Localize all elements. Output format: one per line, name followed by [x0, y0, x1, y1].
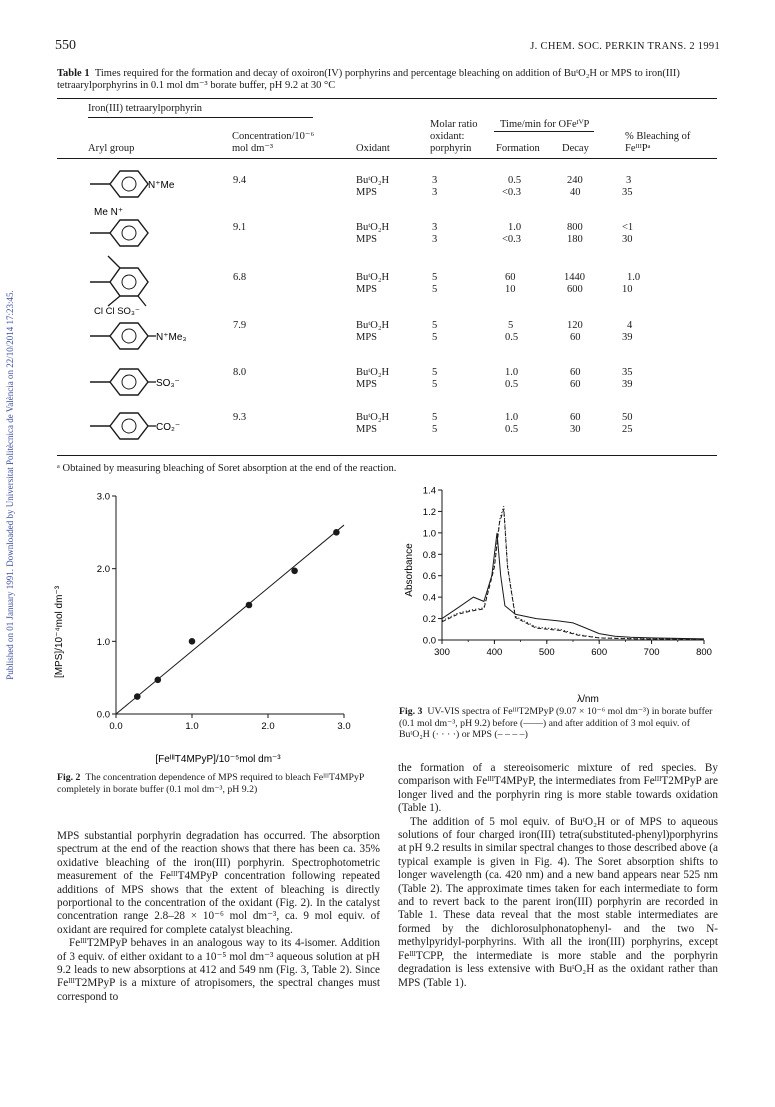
fig3-axes — [442, 490, 704, 640]
cell-decay-2: 30 — [570, 424, 581, 435]
table-header-rule — [57, 158, 717, 159]
table-footnote: ᵃ Obtained by measuring bleaching of Soret absorption at the end of the reaction. — [57, 463, 397, 474]
fig3-y-tick-label: 0.4 — [422, 592, 436, 604]
cell-oxidant-1: BuᵗO₂H — [356, 222, 390, 233]
fig3-x-tick-label: 600 — [591, 647, 608, 658]
cell-formation-2: 10 — [505, 284, 516, 295]
fig2-x-tick-label: 2.0 — [261, 721, 275, 732]
body-paragraph: FeᴵᴵᴵT2MPyP behaves in an analogous way to its 4-isomer. Addition of 3 equiv. of either oxidant to a 10⁻⁵ mol dm⁻³ aqueous solution at pH 9.2 leads to new absorptions at 412 and 549 nm (Fig. 3, Table 2). Since FeᴵᴵᴵT2MPyP is a mixture of atropisomers, the spectral changes must correspond to — [57, 937, 380, 1003]
cell-oxidant-2: MPS — [356, 234, 378, 245]
cell-bleaching-1: <1 — [622, 222, 634, 233]
header-formation: Formation — [496, 143, 540, 154]
fig3-y-tick-label: 1.4 — [422, 485, 436, 497]
download-watermark-text: Published on 01 January 1991. Downloaded by Universitat Politècnica de València on 22/10/2014 17:23:45. — [5, 290, 15, 680]
structure-label: CO₂⁻ — [156, 422, 181, 433]
cell-formation-1: 1.0 — [508, 222, 522, 233]
fig3-y-tick-label: 0.2 — [422, 614, 436, 626]
cell-bleaching-2: 39 — [622, 332, 633, 343]
cell-formation-2: 0.5 — [505, 424, 519, 435]
fig3-x-tick-label: 700 — [643, 647, 660, 658]
fig3-chart — [398, 480, 743, 705]
body-paragraph: The addition of 5 mol equiv. of BuᵗO₂H or of MPS to aqueous solutions of four charged iron(III) tetra(substituted-phenyl)porphyrins at pH 9.2 results in similar spectral changes to those described above (a typical example is given in Fig. 4). The Soret absorption shifts to longer wavelength (ca. 420 nm) and a new band appears near 525 nm (Table 2). The approximate times taken for each intermediate to form and to revert back to the parent iron(III) porphyrin are recorded in Table 1. These data reveal that the most stable intermediates are formed by the dichlorosulphonatophenyl- and the two N-methylpyridyl-porphyrins. With all the iron(III) porphyrins, except FeᴵᴵᴵTCPP, the intermediate is more stable and the porphyrin degradation is less extensive with BuᵗO₂H as the oxidant rather than MPS (Table 1). — [398, 815, 718, 989]
cell-oxidant-2: MPS — [356, 284, 378, 295]
cell-formation-1: 60 — [505, 272, 516, 283]
fig3-ticks — [423, 486, 712, 659]
cell-bleaching-1: 50 — [622, 412, 633, 423]
cell-bleaching-2: 39 — [622, 379, 633, 390]
fig2-data-point — [246, 602, 253, 609]
cell-formation-2: 0.5 — [505, 332, 519, 343]
fig3-x-tick-label: 500 — [538, 647, 555, 658]
cell-decay-2: 600 — [567, 284, 583, 295]
structure-label: SO₃⁻ — [156, 378, 180, 389]
structure-dichlorosulphonatophenyl — [88, 250, 208, 316]
cell-oxidant-2: MPS — [356, 424, 378, 435]
fig2-y-tick-label: 0.0 — [96, 709, 110, 721]
fig3-y-tick-label: 1.0 — [422, 528, 436, 540]
fig2-caption — [57, 772, 367, 795]
fig2-data-point — [291, 568, 298, 575]
body-left-column — [57, 830, 380, 1004]
cell-oxidant-1: BuᵗO₂H — [356, 412, 390, 423]
fig3-y-tick-label: 0.8 — [422, 549, 436, 561]
cell-ratio-2: 3 — [432, 234, 438, 245]
cell-ratio-1: 3 — [432, 222, 438, 233]
cell-bleaching-2: 35 — [622, 187, 633, 198]
cell-oxidant-1: BuᵗO₂H — [356, 367, 390, 378]
table-super-header-rule — [88, 117, 313, 118]
cell-concentration: 7.9 — [233, 320, 247, 331]
cell-ratio-1: 5 — [432, 320, 438, 331]
cell-decay-2: 60 — [570, 332, 581, 343]
body-paragraph: the formation of a stereoisomeric mixture of red species. By comparison with FeᴵᴵᴵT4MPyP, the intermediates from FeᴵᴵᴵT2MPyP are longer lived and the porphyrin ring is more stable towards oxidation (Table 1). — [398, 762, 718, 815]
fig2-data-point — [333, 529, 340, 536]
cell-bleaching-2: 25 — [622, 424, 633, 435]
cell-concentration: 9.3 — [233, 412, 247, 423]
cell-oxidant-1: BuᵗO₂H — [356, 320, 390, 331]
fig3-series-dotted — [442, 506, 704, 639]
download-watermark — [3, 205, 17, 765]
cell-bleaching-1: 35 — [622, 367, 633, 378]
header-concentration: Concentration/10⁻⁶ mol dm⁻³ — [232, 131, 315, 154]
cell-formation-2: <0.3 — [502, 187, 522, 198]
table-caption — [57, 68, 722, 92]
cell-ratio-1: 5 — [432, 367, 438, 378]
structure-sulphonatophenyl — [88, 364, 208, 400]
cell-decay-1: 60 — [570, 367, 581, 378]
cell-oxidant-2: MPS — [356, 379, 378, 390]
cell-decay-1: 800 — [567, 222, 583, 233]
table-top-rule — [57, 98, 717, 99]
cell-decay-2: 40 — [570, 187, 581, 198]
table-label: Table 1 — [57, 68, 90, 79]
fig2-x-tick-label: 1.0 — [185, 721, 199, 732]
fig2-data-point — [134, 693, 141, 700]
fig2-y-tick-label: 3.0 — [96, 491, 110, 503]
cell-oxidant-1: BuᵗO₂H — [356, 175, 390, 186]
cell-formation-1: 0.5 — [508, 175, 522, 186]
cell-oxidant-2: MPS — [356, 187, 378, 198]
cell-ratio-2: 3 — [432, 187, 438, 198]
cell-formation-2: 0.5 — [505, 379, 519, 390]
cell-bleaching-2: 10 — [622, 284, 633, 295]
structure-n-methylpyridyl-4 — [88, 164, 208, 204]
cell-ratio-1: 3 — [432, 175, 438, 186]
header-time: Time/min for OFeᴵⱽP — [500, 119, 590, 130]
cell-ratio-2: 5 — [432, 332, 438, 343]
cell-decay-2: 60 — [570, 379, 581, 390]
cell-bleaching-1: 1.0 — [627, 272, 641, 283]
header-bleaching: % Bleaching of FeᴵᴵᴵPᵃ — [625, 131, 691, 154]
structure-label: Cl Cl SO₃⁻ — [94, 306, 140, 316]
body-paragraph: MPS substantial porphyrin degradation has occurred. The absorption spectrum at the end of the reaction shows that there has been ca. 35% oxidative bleaching of the iron(III) porphyrin. Spectrophotometric measurement of the FeᴵᴵᴵT4MPyP concentration following repeated additions of MPS shows that the extent of bleaching is directly porportional to the concentration of the oxidant (Fig. 2). In the catalyst concentration range 2.8–28 × 10⁻⁶ mol dm⁻³, ca. 9 mol equiv. of oxidant are required for complete catalyst bleaching. — [57, 830, 380, 936]
fig3-y-tick-label: 0.0 — [422, 635, 436, 647]
fig2-data-point — [155, 677, 162, 684]
cell-concentration: 6.8 — [233, 272, 247, 283]
cell-concentration: 9.1 — [233, 222, 247, 233]
fig3-marks — [442, 506, 704, 639]
header-molar-ratio: Molar ratio oxidant: porphyrin — [430, 119, 478, 154]
fig2-chart — [48, 480, 368, 768]
cell-ratio-1: 5 — [432, 412, 438, 423]
fig2-y-tick-label: 1.0 — [96, 636, 110, 648]
cell-concentration: 8.0 — [233, 367, 247, 378]
cell-bleaching-2: 30 — [622, 234, 633, 245]
time-header-rule — [494, 131, 594, 132]
cell-oxidant-2: MPS — [356, 332, 378, 343]
cell-ratio-2: 5 — [432, 284, 438, 295]
fig2-x-tick-label: 0.0 — [109, 721, 123, 732]
structure-trimethylammoniophenyl — [88, 318, 218, 354]
cell-formation-1: 5 — [508, 320, 514, 331]
fig3-series-solid — [442, 533, 704, 639]
cell-decay-1: 1440 — [564, 272, 585, 283]
cell-decay-1: 240 — [567, 175, 583, 186]
fig3-series-dashed — [442, 509, 704, 639]
cell-decay-1: 120 — [567, 320, 583, 331]
fig3-x-tick-label: 300 — [434, 647, 450, 658]
fig2-caption-label: Fig. 2 — [57, 772, 81, 783]
fig2-y-tick-label: 2.0 — [96, 564, 110, 576]
fig3-caption — [399, 706, 719, 741]
journal-header: J. CHEM. SOC. PERKIN TRANS. 2 1991 — [530, 41, 720, 52]
cell-decay-2: 180 — [567, 234, 583, 245]
cell-oxidant-1: BuᵗO₂H — [356, 272, 390, 283]
structure-label: N⁺Me — [148, 180, 175, 191]
fig3-x-tick-label: 800 — [696, 647, 712, 658]
cell-ratio-1: 5 — [432, 272, 438, 283]
cell-concentration: 9.4 — [233, 175, 247, 186]
body-right-column — [398, 762, 718, 990]
fig3-x-tick-label: 400 — [486, 647, 503, 658]
cell-ratio-2: 5 — [432, 379, 438, 390]
fig2-ylabel: [MPS]/10⁻⁴mol dm⁻³ — [54, 585, 65, 679]
cell-formation-2: <0.3 — [502, 234, 522, 245]
cell-bleaching-1: 4 — [627, 320, 633, 331]
fig2-fit-line — [116, 525, 344, 714]
fig3-caption-label: Fig. 3 — [399, 706, 423, 717]
fig3-y-tick-label: 0.6 — [422, 571, 436, 583]
fig2-x-tick-label: 3.0 — [337, 721, 351, 732]
structure-carboxylatophenyl — [88, 408, 208, 444]
fig2-caption-text: The concentration dependence of MPS required to bleach FeᴵᴵᴵT4MPyP completely in borate buffer (0.1 mol dm⁻³, pH 9.2) — [57, 772, 364, 795]
table-bottom-rule — [57, 455, 717, 456]
fig2-axes — [116, 496, 344, 714]
header-oxidant: Oxidant — [356, 143, 390, 154]
structure-n-methylpyridyl-2 — [88, 203, 208, 253]
cell-ratio-2: 5 — [432, 424, 438, 435]
page-number: 550 — [55, 38, 76, 53]
fig2-xlabel: [FeᴵᴵᴵT4MPyP]/10⁻⁵mol dm⁻³ — [155, 754, 281, 765]
header-aryl-group: Aryl group — [88, 143, 135, 154]
fig3-y-tick-label: 1.2 — [422, 506, 436, 518]
fig2-data-point — [189, 638, 196, 645]
structure-label: Me N⁺ — [94, 207, 124, 218]
cell-decay-1: 60 — [570, 412, 581, 423]
table-caption-text: Times required for the formation and decay of oxoiron(IV) porphyrins and percentage bleaching on addition of BuᵗO₂H or MPS to iron(III) tetraarylporphyrins in 0.1 mol dm⁻³ borate buffer, pH 9.2 at 30 °C — [57, 68, 680, 91]
cell-formation-1: 1.0 — [505, 412, 519, 423]
fig2-marks — [116, 525, 344, 714]
table-super-header: Iron(III) tetraarylporphyrin — [88, 103, 202, 114]
cell-bleaching-1: 3 — [626, 175, 632, 186]
fig3-ylabel: Absorbance — [404, 543, 415, 597]
cell-formation-1: 1.0 — [505, 367, 519, 378]
structure-label: N⁺Me₃ — [156, 332, 187, 343]
fig3-caption-text: UV-VIS spectra of FeᴵᴵᴵT2MPyP (9.07 × 10⁻⁶ mol dm⁻³) in borate buffer (0.1 mol dm⁻³, pH 9.2) before (——) and after addition of 3 mol equiv. of BuᵗO₂H (· · · ·) or MPS (– – – –) — [399, 706, 713, 740]
fig3-xlabel: λ/nm — [577, 694, 599, 705]
header-decay: Decay — [562, 143, 589, 154]
